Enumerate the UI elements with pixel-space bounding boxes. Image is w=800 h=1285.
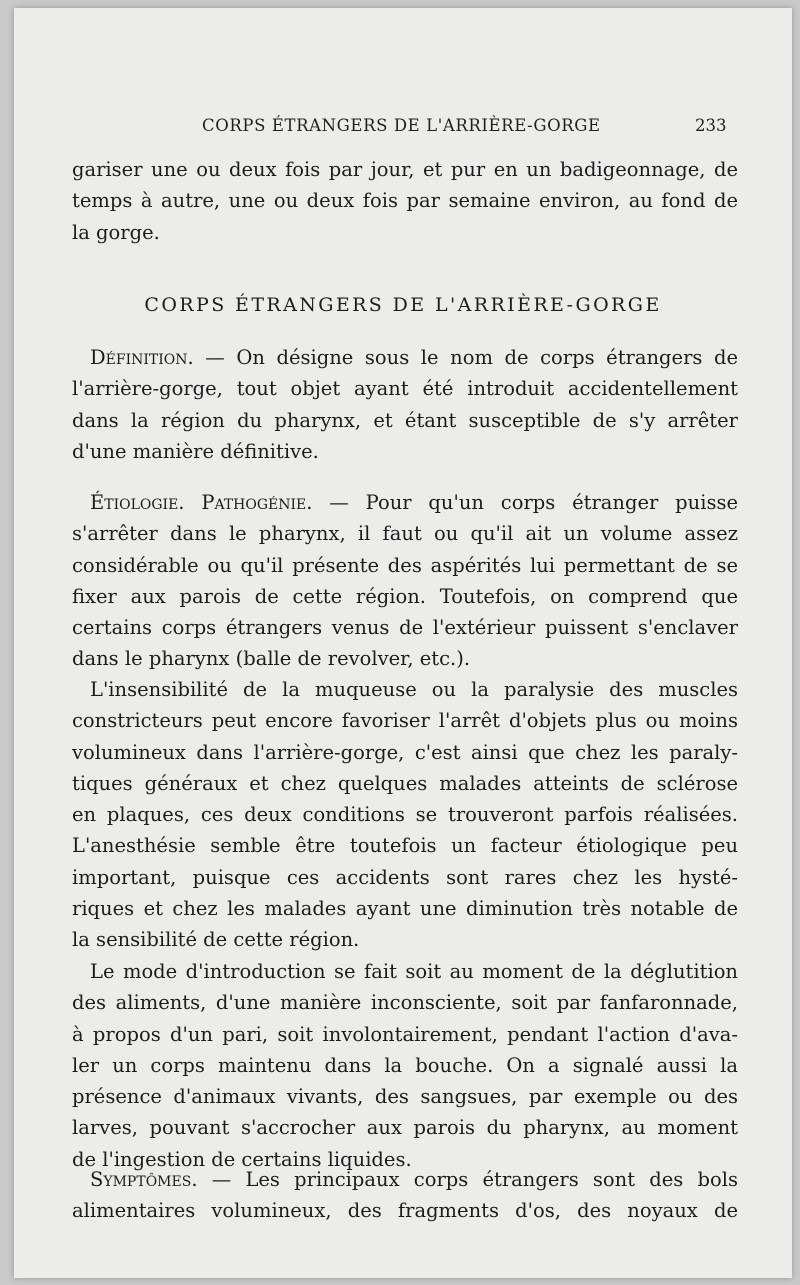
running-title: CORPS ÉTRANGERS DE L'ARRIÈRE-GORGE — [202, 116, 601, 135]
text-line: temps à autre, une ou deux fois par semaine environ, au fond de — [72, 189, 738, 213]
text-line: constricteurs peut encore favoriser l'arrêt d'objets plus ou moins — [72, 709, 738, 733]
text-line: en plaques, ces deux conditions se trouveront parfois réalisées. — [72, 803, 738, 827]
paragraph-definition — [72, 342, 738, 467]
text-line: dans la région du pharynx, et étant susceptible de s'y arrêter — [72, 408, 738, 432]
text-line: considérable ou qu'il présente des aspérités lui permettant de se — [72, 553, 738, 577]
paragraph-etiologie — [72, 487, 738, 675]
text-line: dans le pharynx (balle de revolver, etc.). — [72, 647, 471, 671]
running-head — [14, 116, 792, 140]
page-number: 233 — [695, 116, 727, 135]
text-line: ler un corps maintenu dans la bouche. On a signalé aussi la — [72, 1053, 738, 1077]
text-line: L'anesthésie semble être toutefois un facteur étiologique peu — [72, 834, 738, 858]
text-line: l'arrière-gorge, tout objet ayant été introduit accidentellement — [72, 377, 738, 401]
paragraph-mode-introduction — [72, 956, 738, 1175]
text-line: Définition. — On désigne sous le nom de corps étrangers de — [90, 346, 738, 369]
paragraph-label: Définition. — [90, 346, 194, 369]
book-page — [14, 8, 792, 1278]
text-line: tiques généraux et chez quelques malades atteints de sclérose — [72, 771, 738, 795]
text-line: Étiologie. Pathogénie. — Pour qu'un corps étranger puisse — [90, 491, 739, 514]
text-line: gariser une ou deux fois par jour, et pur en un badigeonnage, de — [72, 158, 738, 181]
text-line: de l'ingestion de certains liquides. — [72, 1147, 412, 1171]
text-line: alimentaires volumineux, des fragments d'os, des noyaux de — [72, 1199, 738, 1223]
text-line: présence d'animaux vivants, des sangsues, par exemple ou des — [72, 1085, 738, 1109]
text-line: certains corps étrangers venus de l'extérieur puissent s'enclaver — [72, 616, 738, 640]
text-line: s'arrêter dans le pharynx, il faut ou qu'il ait un volume assez — [72, 522, 738, 546]
text-line: fixer aux parois de cette région. Toutefois, on comprend que — [72, 584, 738, 608]
section-title: CORPS ÉTRANGERS DE L'ARRIÈRE-GORGE — [144, 294, 662, 316]
text-line: Le mode d'introduction se fait soit au moment de la déglutition — [90, 960, 738, 983]
text-line: la gorge. — [72, 220, 160, 244]
text-line: volumineux dans l'arrière-gorge, c'est ainsi que chez les paraly- — [72, 740, 738, 764]
paragraph-continuation — [72, 154, 738, 248]
paragraph-label: Symptômes. — [90, 1168, 198, 1191]
text-line: larves, pouvant s'accrocher aux parois du pharynx, au moment — [72, 1116, 738, 1140]
paragraph-symptomes — [72, 1164, 738, 1227]
text-line: des aliments, d'une manière inconsciente, soit par fanfaronnade, — [72, 991, 738, 1015]
text-line: important, puisque ces accidents sont rares chez les hysté- — [72, 865, 738, 889]
text-line: d'une manière définitive. — [72, 439, 319, 463]
text-line: Symptômes. — Les principaux corps étrangers sont des bols — [90, 1168, 738, 1191]
text-line: riques et chez les malades ayant une diminution très notable de — [72, 897, 738, 921]
text-line: L'insensibilité de la muqueuse ou la paralysie des muscles — [90, 678, 738, 701]
text-line: à propos d'un pari, soit involontairement, pendant l'action d'ava- — [72, 1022, 738, 1046]
text-line: la sensibilité de cette région. — [72, 928, 360, 952]
paragraph-insensibilite — [72, 674, 738, 956]
paragraph-label: Étiologie. Pathogénie. — [90, 491, 313, 514]
